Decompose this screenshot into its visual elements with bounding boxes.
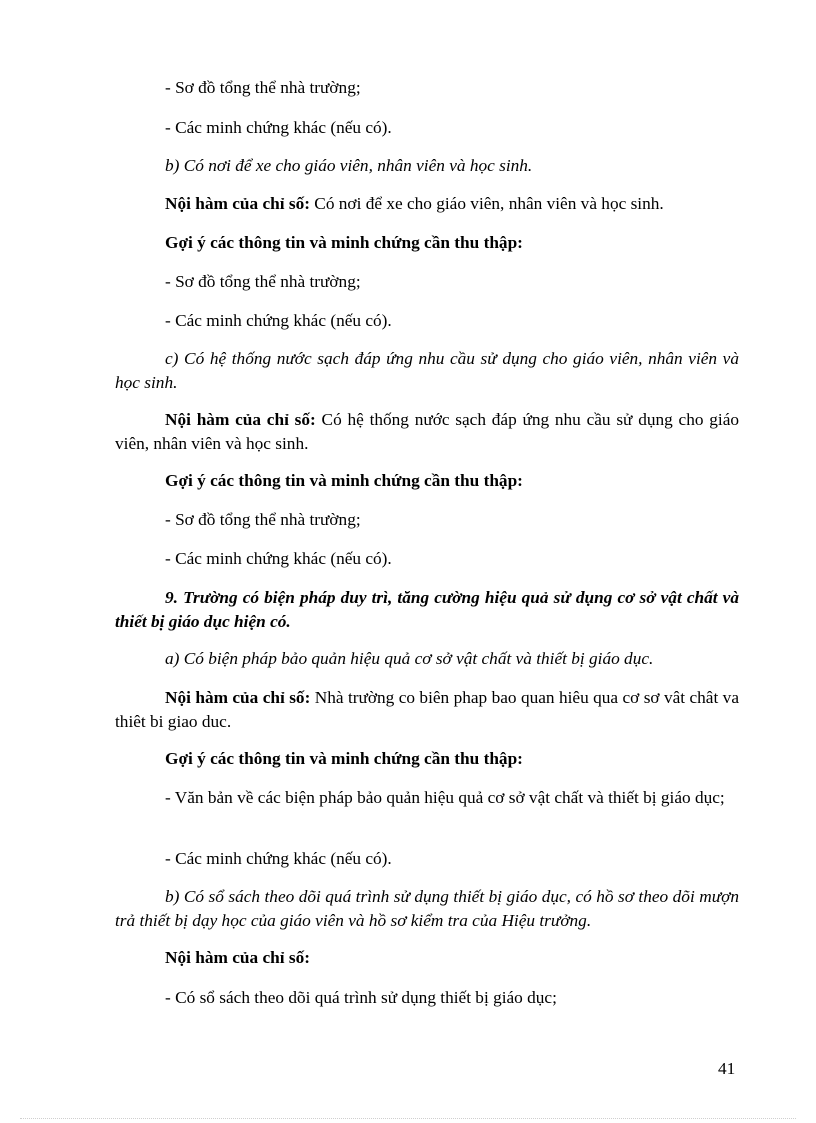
standard-9-heading: 9. Trường có biện pháp duy trì, tăng cường hiệu quả sử dụng cơ sở vật chất và thiết bị giáo dục hiện có. xyxy=(115,588,739,631)
page-number: 41 xyxy=(718,1059,736,1078)
criterion-meaning xyxy=(115,408,739,456)
evidence-heading: Gợi ý các thông tin và minh chứng cần thu thập: xyxy=(165,233,523,252)
criterion-meaning xyxy=(115,192,739,216)
meaning-heading: Nội hàm của chỉ số: xyxy=(165,948,310,967)
page-bottom-divider xyxy=(20,1118,796,1119)
criterion-c-heading: c) Có hệ thống nước sạch đáp ứng nhu cầu sử dụng cho giáo viên, nhân viên và học sinh. xyxy=(115,349,739,392)
bullet-line: - Các minh chứng khác (nếu có). xyxy=(165,311,392,330)
bullet-line: - Sơ đồ tổng thể nhà trường; xyxy=(165,78,361,97)
meaning-text: Có hệ thống nước sạch đáp ứng nhu cầu sử dụng cho giáo viên, nhân viên và học sinh. xyxy=(115,410,740,453)
criterion-b-heading: b) Có sổ sách theo dõi quá trình sử dụng thiết bị giáo dục, có hồ sơ theo dõi mượn trả thiết bị dạy học của giáo viên và hồ sơ kiểm tra của Hiệu trưởng. xyxy=(115,887,739,930)
criterion-a-heading: a) Có biện pháp bảo quản hiệu quả cơ sở vật chất và thiết bị giáo dục. xyxy=(165,649,654,668)
bullet-line: - Các minh chứng khác (nếu có). xyxy=(165,849,392,868)
bullet-line: - Các minh chứng khác (nếu có). xyxy=(165,549,392,568)
bullet-line: - Văn bản về các biện pháp bảo quản hiệu quả cơ sở vật chất và thiết bị giáo dục; xyxy=(165,788,725,807)
criterion-meaning xyxy=(115,686,739,734)
meaning-label: Nội hàm của chỉ số: xyxy=(165,410,316,429)
evidence-heading: Gợi ý các thông tin và minh chứng cần thu thập: xyxy=(165,749,523,768)
meaning-text: Nhà trường co biên phap bao quan hiêu qua cơ sơ vât chât va thiêt bi giao duc. xyxy=(115,688,739,731)
meaning-label: Nội hàm của chỉ số: xyxy=(165,688,311,707)
meaning-text: Có nơi để xe cho giáo viên, nhân viên và học sinh. xyxy=(309,194,664,213)
meaning-label: Nội hàm của chỉ số: xyxy=(165,194,310,213)
bullet-line: - Sơ đồ tổng thể nhà trường; xyxy=(165,510,361,529)
bullet-line: - Có sổ sách theo dõi quá trình sử dụng thiết bị giáo dục; xyxy=(165,988,557,1007)
evidence-heading: Gợi ý các thông tin và minh chứng cần thu thập: xyxy=(165,471,523,490)
bullet-line: - Sơ đồ tổng thể nhà trường; xyxy=(165,272,361,291)
criterion-b-heading: b) Có nơi để xe cho giáo viên, nhân viên và học sinh. xyxy=(165,156,533,175)
bullet-line: - Các minh chứng khác (nếu có). xyxy=(165,118,392,137)
